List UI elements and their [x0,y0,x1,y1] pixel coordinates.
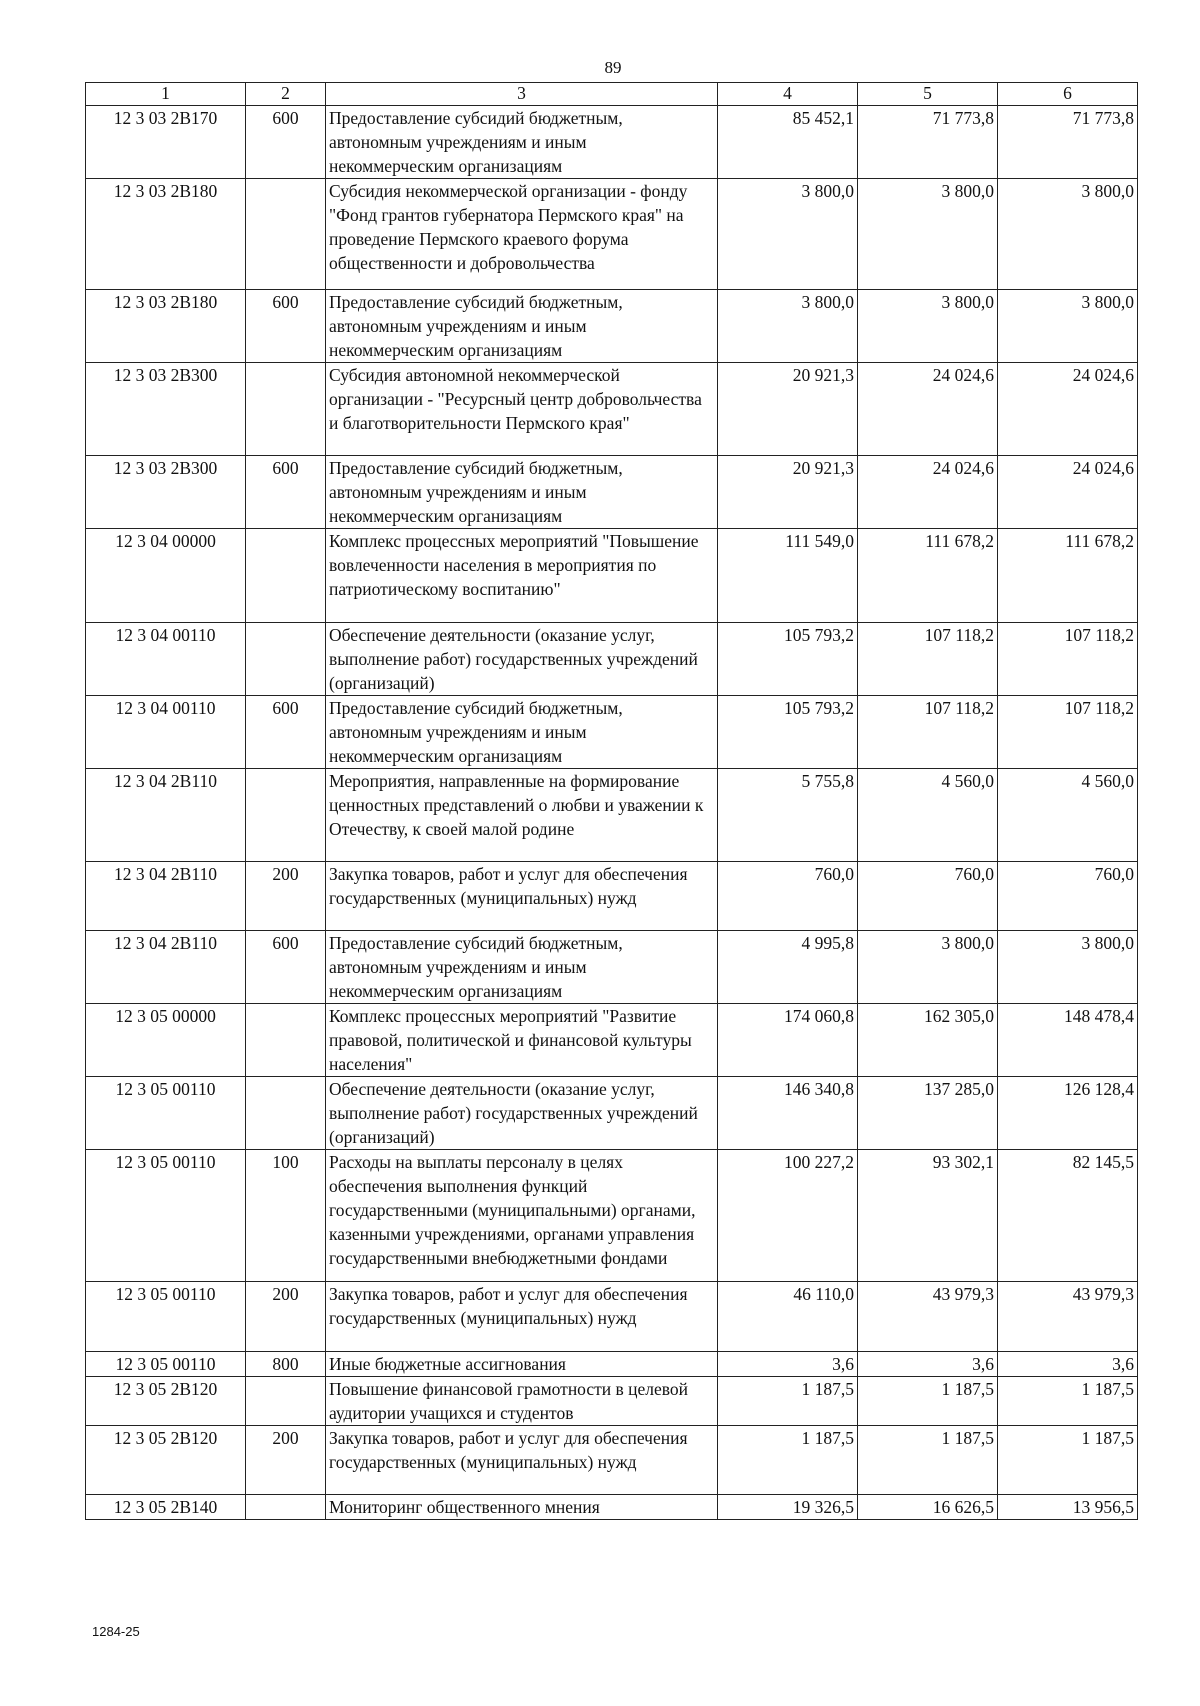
table-row [86,696,1138,769]
description-cell: Комплекс процессных мероприятий "Развитие правовой, политической и финансовой культуры населения" [326,1004,718,1077]
amount-col6-cell: 1 187,5 [998,1377,1138,1426]
table-row [86,1352,1138,1377]
expense-type-cell: 600 [246,456,326,529]
amount-col6-cell: 24 024,6 [998,456,1138,529]
description-cell: Предоставление субсидий бюджетным, автономным учреждениям и иным некоммерческим организациям [326,931,718,1004]
table-row [86,179,1138,290]
description-cell: Закупка товаров, работ и услуг для обеспечения государственных (муниципальных) нужд [326,862,718,931]
table-row [86,1426,1138,1495]
table-row [86,529,1138,623]
amount-col5-cell: 107 118,2 [858,623,998,696]
kbk-code-cell: 12 3 05 00110 [86,1077,246,1150]
amount-col4-cell: 111 549,0 [718,529,858,623]
amount-col6-cell: 760,0 [998,862,1138,931]
budget-table [85,82,1138,1520]
amount-col5-cell: 43 979,3 [858,1282,998,1352]
kbk-code-cell: 12 3 05 00110 [86,1150,246,1282]
amount-col6-cell: 3,6 [998,1352,1138,1377]
amount-col4-cell: 1 187,5 [718,1377,858,1426]
kbk-code-cell: 12 3 05 2B140 [86,1495,246,1520]
description-cell: Комплекс процессных мероприятий "Повышение вовлеченности населения в мероприятия по патриотическому воспитанию" [326,529,718,623]
amount-col6-cell: 107 118,2 [998,623,1138,696]
kbk-code-cell: 12 3 04 2B110 [86,931,246,1004]
table-row [86,1077,1138,1150]
kbk-code-cell: 12 3 04 2B110 [86,862,246,931]
amount-col4-cell: 3,6 [718,1352,858,1377]
table-row [86,1004,1138,1077]
expense-type-cell: 200 [246,1282,326,1352]
expense-type-cell [246,623,326,696]
amount-col6-cell: 107 118,2 [998,696,1138,769]
kbk-code-cell: 12 3 03 2B180 [86,290,246,363]
description-cell: Закупка товаров, работ и услуг для обеспечения государственных (муниципальных) нужд [326,1282,718,1352]
expense-type-cell: 600 [246,106,326,179]
amount-col4-cell: 105 793,2 [718,696,858,769]
table-row [86,1495,1138,1520]
amount-col4-cell: 1 187,5 [718,1426,858,1495]
amount-col4-cell: 174 060,8 [718,1004,858,1077]
table-row [86,931,1138,1004]
amount-col6-cell: 111 678,2 [998,529,1138,623]
description-cell: Иные бюджетные ассигнования [326,1352,718,1377]
expense-type-cell: 200 [246,862,326,931]
amount-col5-cell: 1 187,5 [858,1426,998,1495]
description-cell: Мониторинг общественного мнения [326,1495,718,1520]
description-cell: Обеспечение деятельности (оказание услуг, выполнение работ) государственных учреждений (организаций) [326,1077,718,1150]
amount-col4-cell: 3 800,0 [718,290,858,363]
kbk-code-cell: 12 3 03 2B170 [86,106,246,179]
amount-col6-cell: 1 187,5 [998,1426,1138,1495]
description-cell: Мероприятия, направленные на формирование ценностных представлений о любви и уважении к Отечеству, к своей малой родине [326,769,718,862]
amount-col6-cell: 3 800,0 [998,931,1138,1004]
amount-col5-cell: 3 800,0 [858,290,998,363]
expense-type-cell: 600 [246,696,326,769]
amount-col4-cell: 3 800,0 [718,179,858,290]
kbk-code-cell: 12 3 05 2B120 [86,1377,246,1426]
amount-col4-cell: 4 995,8 [718,931,858,1004]
kbk-code-cell: 12 3 03 2B300 [86,363,246,456]
table-row [86,106,1138,179]
expense-type-cell [246,1377,326,1426]
amount-col6-cell: 43 979,3 [998,1282,1138,1352]
table-row [86,290,1138,363]
expense-type-cell [246,179,326,290]
kbk-code-cell: 12 3 05 2B120 [86,1426,246,1495]
table-header-row [86,83,1138,106]
expense-type-cell [246,529,326,623]
description-cell: Предоставление субсидий бюджетным, автономным учреждениям и иным некоммерческим организациям [326,696,718,769]
expense-type-cell: 100 [246,1150,326,1282]
header-cell-2: 2 [246,83,326,106]
amount-col5-cell: 16 626,5 [858,1495,998,1520]
description-cell: Расходы на выплаты персоналу в целях обеспечения выполнения функций государственными (муниципальными) органами, казенными учреждениями, органами управления государственными внебюджетными фондами [326,1150,718,1282]
amount-col6-cell: 3 800,0 [998,290,1138,363]
description-cell: Субсидия некоммерческой организации - фонду "Фонд грантов губернатора Пермского края" на проведение Пермского краевого форума общественности и добровольчества [326,179,718,290]
amount-col6-cell: 82 145,5 [998,1150,1138,1282]
description-cell: Субсидия автономной некоммерческой организации - "Ресурсный центр добровольчества и благотворительности Пермского края" [326,363,718,456]
amount-col5-cell: 93 302,1 [858,1150,998,1282]
header-cell-3: 3 [326,83,718,106]
description-cell: Предоставление субсидий бюджетным, автономным учреждениям и иным некоммерческим организациям [326,106,718,179]
expense-type-cell [246,1004,326,1077]
table-row [86,1282,1138,1352]
description-cell: Повышение финансовой грамотности в целевой аудитории учащихся и студентов [326,1377,718,1426]
amount-col6-cell: 13 956,5 [998,1495,1138,1520]
kbk-code-cell: 12 3 04 00110 [86,623,246,696]
amount-col4-cell: 20 921,3 [718,456,858,529]
table-row [86,862,1138,931]
description-cell: Предоставление субсидий бюджетным, автономным учреждениям и иным некоммерческим организациям [326,290,718,363]
header-cell-6: 6 [998,83,1138,106]
table-row [86,363,1138,456]
amount-col4-cell: 105 793,2 [718,623,858,696]
kbk-code-cell: 12 3 04 00000 [86,529,246,623]
table-row [86,769,1138,862]
expense-type-cell [246,769,326,862]
amount-col5-cell: 3 800,0 [858,931,998,1004]
amount-col4-cell: 19 326,5 [718,1495,858,1520]
amount-col4-cell: 46 110,0 [718,1282,858,1352]
amount-col6-cell: 148 478,4 [998,1004,1138,1077]
expense-type-cell [246,1495,326,1520]
amount-col6-cell: 4 560,0 [998,769,1138,862]
amount-col5-cell: 3,6 [858,1352,998,1377]
amount-col5-cell: 4 560,0 [858,769,998,862]
description-cell: Закупка товаров, работ и услуг для обеспечения государственных (муниципальных) нужд [326,1426,718,1495]
kbk-code-cell: 12 3 03 2B180 [86,179,246,290]
amount-col5-cell: 3 800,0 [858,179,998,290]
expense-type-cell: 600 [246,931,326,1004]
amount-col5-cell: 107 118,2 [858,696,998,769]
amount-col4-cell: 5 755,8 [718,769,858,862]
kbk-code-cell: 12 3 05 00110 [86,1352,246,1377]
kbk-code-cell: 12 3 05 00000 [86,1004,246,1077]
description-cell: Предоставление субсидий бюджетным, автономным учреждениям и иным некоммерческим организациям [326,456,718,529]
amount-col6-cell: 126 128,4 [998,1077,1138,1150]
kbk-code-cell: 12 3 05 00110 [86,1282,246,1352]
kbk-code-cell: 12 3 04 2B110 [86,769,246,862]
table-row [86,456,1138,529]
expense-type-cell [246,1077,326,1150]
kbk-code-cell: 12 3 04 00110 [86,696,246,769]
amount-col6-cell: 24 024,6 [998,363,1138,456]
header-cell-4: 4 [718,83,858,106]
amount-col6-cell: 3 800,0 [998,179,1138,290]
kbk-code-cell: 12 3 03 2B300 [86,456,246,529]
expense-type-cell: 600 [246,290,326,363]
header-cell-1: 1 [86,83,246,106]
amount-col4-cell: 85 452,1 [718,106,858,179]
amount-col5-cell: 137 285,0 [858,1077,998,1150]
expense-type-cell: 800 [246,1352,326,1377]
amount-col4-cell: 146 340,8 [718,1077,858,1150]
header-cell-5: 5 [858,83,998,106]
expense-type-cell [246,363,326,456]
amount-col4-cell: 760,0 [718,862,858,931]
document-code: 1284-25 [92,1624,140,1639]
amount-col4-cell: 20 921,3 [718,363,858,456]
amount-col5-cell: 24 024,6 [858,456,998,529]
amount-col5-cell: 111 678,2 [858,529,998,623]
table-row [86,1377,1138,1426]
page-number: 89 [604,58,622,77]
amount-col5-cell: 71 773,8 [858,106,998,179]
description-cell: Обеспечение деятельности (оказание услуг, выполнение работ) государственных учреждений (организаций) [326,623,718,696]
amount-col6-cell: 71 773,8 [998,106,1138,179]
table-row [86,1150,1138,1282]
table-row [86,623,1138,696]
amount-col5-cell: 24 024,6 [858,363,998,456]
amount-col4-cell: 100 227,2 [718,1150,858,1282]
amount-col5-cell: 162 305,0 [858,1004,998,1077]
amount-col5-cell: 1 187,5 [858,1377,998,1426]
amount-col5-cell: 760,0 [858,862,998,931]
expense-type-cell: 200 [246,1426,326,1495]
